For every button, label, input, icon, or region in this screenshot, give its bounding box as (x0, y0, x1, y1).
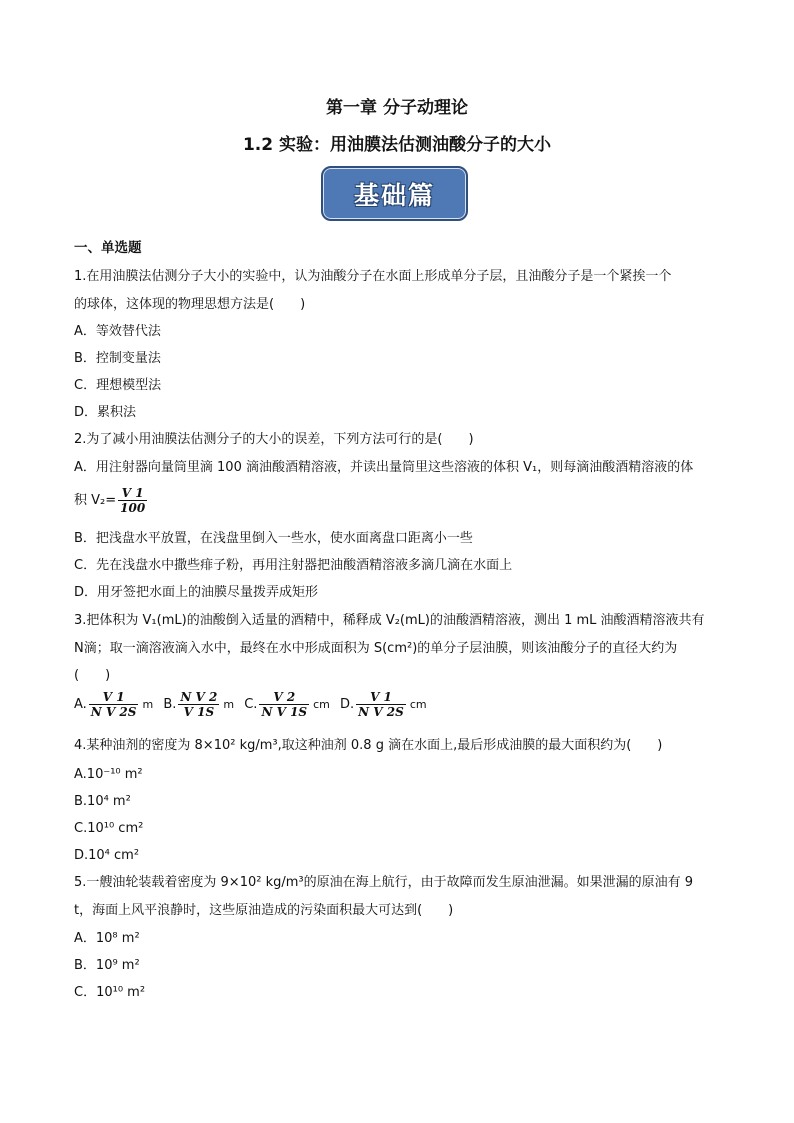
q4-option-a: A.10⁻¹⁰ m² (74, 767, 143, 782)
option-label: A. (74, 697, 87, 712)
level-badge-label: 基础篇 (353, 180, 435, 210)
option-unit: m (223, 698, 235, 711)
q5-option-b: B．10⁹ m² (74, 958, 140, 973)
q2-option-a-prefix: 积 V₂= (74, 493, 117, 508)
q1-option-d: D．累积法 (74, 405, 137, 420)
q2-option-c: C．先在浅盘水中撒些痱子粉，再用注射器把油酸酒精溶液多滴几滴在水面上 (74, 558, 513, 573)
q2-option-a-line2 (74, 486, 149, 515)
q2-option-d: D．用牙签把水面上的油膜尽量拨弄成矩形 (74, 585, 319, 600)
option-label: D. (340, 697, 355, 712)
q3-stem-line1: 3.把体积为 V₁(mL)的油酸倒入适量的酒精中，稀释成 V₂(mL)的油酸酒精溶液，测出 1 mL 油酸酒精溶液共有 (74, 613, 705, 628)
fraction-denominator: N V 2S (358, 705, 404, 719)
fraction-denominator: N V 1S (261, 705, 308, 719)
fraction-numerator: N V 2 (180, 690, 218, 704)
q5-stem-line2: t，海面上风平浪静时，这些原油造成的污染面积最大可达到( ) (74, 903, 454, 918)
section-heading: 一、单选题 (74, 240, 142, 256)
q5-option-a: A．10⁸ m² (74, 931, 140, 946)
option-fraction (178, 690, 219, 719)
q3-option-b (163, 690, 240, 719)
q1-option-a: A．等效替代法 (74, 324, 161, 339)
level-badge (321, 166, 468, 221)
q1-stem-line2: 的球体，这体现的物理思想方法是( ) (74, 297, 306, 312)
q2-fraction (118, 486, 147, 515)
q3-option-a (74, 690, 159, 719)
fraction-numerator: V 1 (356, 690, 406, 705)
option-fraction (356, 690, 406, 719)
q1-option-b: B．控制变量法 (74, 351, 161, 366)
option-label: B. (163, 697, 177, 712)
fraction-denominator: N V 2S (90, 705, 137, 719)
chapter-title: 第一章 分子动理论 (326, 98, 468, 118)
q5-stem-line1: 5.一艘油轮装载着密度为 9×10² kg/m³的原油在海上航行，由于故障而发生原油泄漏。如果泄漏的原油有 9 (74, 875, 694, 890)
option-fraction (259, 690, 309, 719)
q2-stem: 2.为了减小用油膜法估测分子的大小的误差，下列方法可行的是( ) (74, 432, 474, 447)
fraction-denominator: 100 (120, 501, 146, 515)
fraction-denominator: V 1S (183, 705, 215, 719)
q3-options-row (74, 690, 433, 719)
option-unit: cm (409, 698, 427, 711)
q4-stem: 4.某种油剂的密度为 8×10² kg/m³,取这种油剂 0.8 g 滴在水面上,最后形成油膜的最大面积约为( ) (74, 738, 663, 753)
q2-option-a-line1: A．用注射器向量筒里滴 100 滴油酸酒精溶液，并读出量筒里这些溶液的体积 V₁，则每滴油酸酒精溶液的体 (74, 460, 694, 475)
q3-stem-line3: ( ) (74, 668, 111, 683)
q4-option-b: B.10⁴ m² (74, 794, 131, 809)
fraction-numerator: V 2 (259, 690, 309, 705)
section-subtitle: 1.2 实验：用油膜法估测油酸分子的大小 (242, 135, 552, 155)
fraction-numerator: V 1 (89, 690, 139, 705)
q3-option-d (340, 690, 433, 719)
q2-option-b: B．把浅盘水平放置，在浅盘里倒入一些水，使水面离盘口距离小一些 (74, 531, 473, 546)
q3-option-c (244, 690, 336, 719)
option-unit: m (142, 698, 154, 711)
q1-stem-line1: 1.在用油膜法估测分子大小的实验中，认为油酸分子在水面上形成单分子层，且油酸分子是一个紧挨一个 (74, 269, 672, 284)
q1-option-c: C．理想模型法 (74, 378, 162, 393)
q5-option-c: C．10¹⁰ m² (74, 985, 146, 1000)
option-unit: cm (313, 698, 330, 711)
q4-option-c: C.10¹⁰ cm² (74, 821, 144, 836)
option-label: C. (244, 697, 258, 712)
q4-option-d: D.10⁴ cm² (74, 848, 140, 863)
q3-stem-line2: N滴；取一滴溶液滴入水中，最终在水中形成面积为 S(cm²)的单分子层油膜，则该油酸分子的直径大约为 (74, 641, 678, 656)
option-fraction (89, 690, 139, 719)
fraction-numerator: V 1 (118, 486, 147, 501)
